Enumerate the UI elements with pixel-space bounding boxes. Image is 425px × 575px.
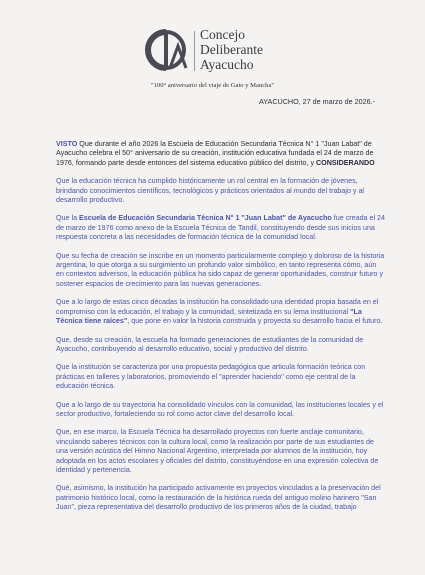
logo-line-1: Concejo bbox=[200, 27, 245, 42]
school-name: Escuela de Educación Secundaria Técnica N° 1 "Juan Labat" de Ayacucho bbox=[79, 214, 332, 223]
logo-line-2: Deliberante bbox=[200, 42, 263, 57]
logo-divider bbox=[194, 31, 195, 71]
paragraph-7: Que a lo largo de su trayectoria ha consolidado vínculos con la comunidad, las instituciones locales y el sector productivo, fortaleciendo su rol como actor clave del desarrollo local. bbox=[56, 400, 384, 418]
paragraph-2 bbox=[56, 214, 386, 242]
paragraph-4 bbox=[56, 298, 386, 326]
school-motto: "La Técnica tiene raíces" bbox=[56, 307, 362, 326]
logo-line-3: Ayacucho bbox=[200, 57, 254, 72]
visto-text: Que durante el año 2026 la Escuela de Educación Secundaria Técnica N° 1 "Juan Labat" de Ayacucho celebra el 50° aniversario de su creación, institución educativa fundada el 24 de marzo de 1976, formando parte desde entonces del sistema educativo público del distrito, y bbox=[56, 140, 374, 167]
visto-paragraph bbox=[56, 140, 386, 168]
paragraph-4-end: , que pone en valor la historia construida y proyecta su desarrollo hacia el futuro. bbox=[127, 317, 383, 326]
visto-label: VISTO bbox=[56, 140, 78, 148]
paragraph-2-start: Que la bbox=[56, 214, 80, 223]
paragraph-2-end: fue creada el 24 de marzo de 1976 como anexo de la Escuela Técnica de Tandil, constituyendo desde sus inicios una respuesta concreta a las necesidades de formación técnica de la comunidad local. bbox=[56, 214, 385, 242]
document-body bbox=[56, 140, 386, 522]
paragraph-1: Que la educación técnica ha cumplido históricamente un rol central en la formación de jóvenes, brindando conocimientos científicos, tecnológicos y prácticos orientados al mundo del trabajo y al desarrollo productivo. bbox=[56, 177, 365, 205]
paragraph-9: Qué, asimismo, la institución ha participado activamente en proyectos vinculados a la preservación del patrimonio histórico local, como la restauración de la histórica rueda del antiguo molino harinero "San Juan", pieza representativa del desarrollo productivo de los primeros años de la ciudad, trabajo bbox=[56, 484, 381, 512]
cd-monogram-icon bbox=[142, 26, 192, 74]
paragraph-3: Que su fecha de creación se inscribe en un momento particularmente complejo y doloroso de la historia argentina, lo que otorga a su surgimiento un profundo valor simbólico, en tanto representa cómo, aún en contextos adversos, la educación pública ha sido capaz de generar oportunidades, construir futuro y sostener espacios de crecimiento para las nuevas generaciones. bbox=[56, 251, 385, 288]
paragraph-5: Que, desde su creación, la escuela ha formado generaciones de estudiantes de la comunidad de Ayacucho, contribuyendo al desarrollo educativo, social y productivo del distrito. bbox=[56, 335, 364, 353]
paragraph-8: Que, en ese marco, la Escuela Técnica ha desarrollado proyectos con fuerte anclaje comunitario, vinculando saberes técnicos con la cultura local, como la realización por parte de sus estudiantes de una versión acústica del Himno Nacional Argentino, interpretada por alumnos de la institución, hoy adoptada en los actos escolares y oficiales del distrito, constituyéndose en una expresión colectiva de identidad y pertenencia. bbox=[56, 428, 379, 474]
anniversary-subtitle: "100° aniversario del viaje de Gato y Mancha" bbox=[150, 82, 275, 89]
paragraph-4-start: Que a lo largo de estas cinco décadas la institución ha consolidado una identidad propia basada en el compromiso con la educación, el trabajo y la comunidad, sintetizada en su lema institucional bbox=[56, 298, 379, 316]
document-date: AYACUCHO, 27 de marzo de 2026.- bbox=[259, 97, 375, 106]
council-logo bbox=[142, 26, 292, 76]
considerando-label: CONSIDERANDO bbox=[316, 158, 375, 167]
paragraph-6: Que la institución se caracteriza por una propuesta pedagógica que articula formación teórica con prácticas en talleres y laboratorios, promoviendo el "aprender haciendo" como eje central de la educación técnica. bbox=[56, 363, 366, 391]
council-name bbox=[200, 27, 263, 72]
